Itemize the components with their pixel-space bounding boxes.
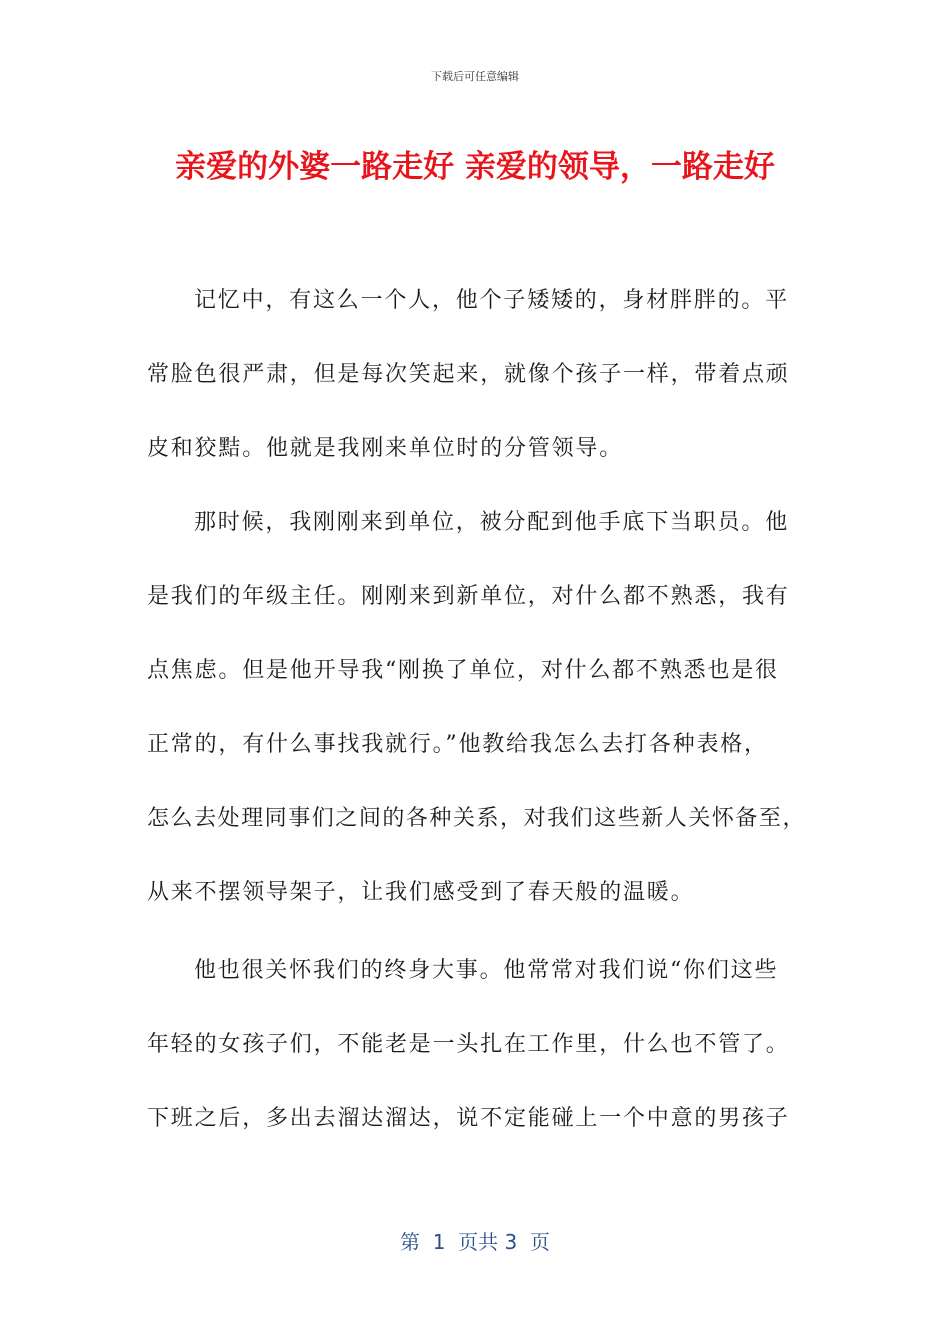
paragraph-1-line-1: 记忆中，有这么一个人，他个子矮矮的，身材胖胖的。平: [194, 288, 790, 313]
paragraph-1-line-3: 皮和狡黠。他就是我刚来单位时的分管领导。: [147, 436, 624, 461]
paragraph-2-line-5: 怎么去处理同事们之间的各种关系，对我们这些新人关怀备至，: [147, 806, 806, 831]
document-title: 亲爱的外婆一路走好 亲爱的领导，一路走好: [175, 149, 775, 185]
page-header: 下载后可任意编辑: [431, 70, 519, 83]
page-number-footer: 第 1 页共 3 页: [400, 1230, 550, 1254]
paragraph-1-line-2: 常脸色很严肃，但是每次笑起来，就像个孩子一样，带着点顽: [147, 362, 790, 387]
paragraph-2-line-2: 是我们的年级主任。刚刚来到新单位，对什么都不熟悉，我有: [147, 584, 790, 609]
paragraph-3-line-3: 下班之后，多出去溜达溜达，说不定能碰上一个中意的男孩子: [147, 1106, 790, 1131]
paragraph-2-line-4: 正常的，有什么事找我就行。”他教给我怎么去打各种表格，: [147, 732, 768, 757]
paragraph-2-line-6: 从来不摆领导架子，让我们感受到了春天般的温暖。: [147, 880, 695, 905]
paragraph-2-line-3: 点焦虑。但是他开导我“刚换了单位，对什么都不熟悉也是很: [147, 658, 779, 683]
paragraph-3-line-2: 年轻的女孩子们，不能老是一头扎在工作里，什么也不管了。: [147, 1032, 790, 1057]
paragraph-3-line-1: 他也很关怀我们的终身大事。他常常对我们说“你们这些: [194, 958, 779, 983]
paragraph-2-line-1: 那时候，我刚刚来到单位，被分配到他手底下当职员。他: [194, 510, 790, 535]
